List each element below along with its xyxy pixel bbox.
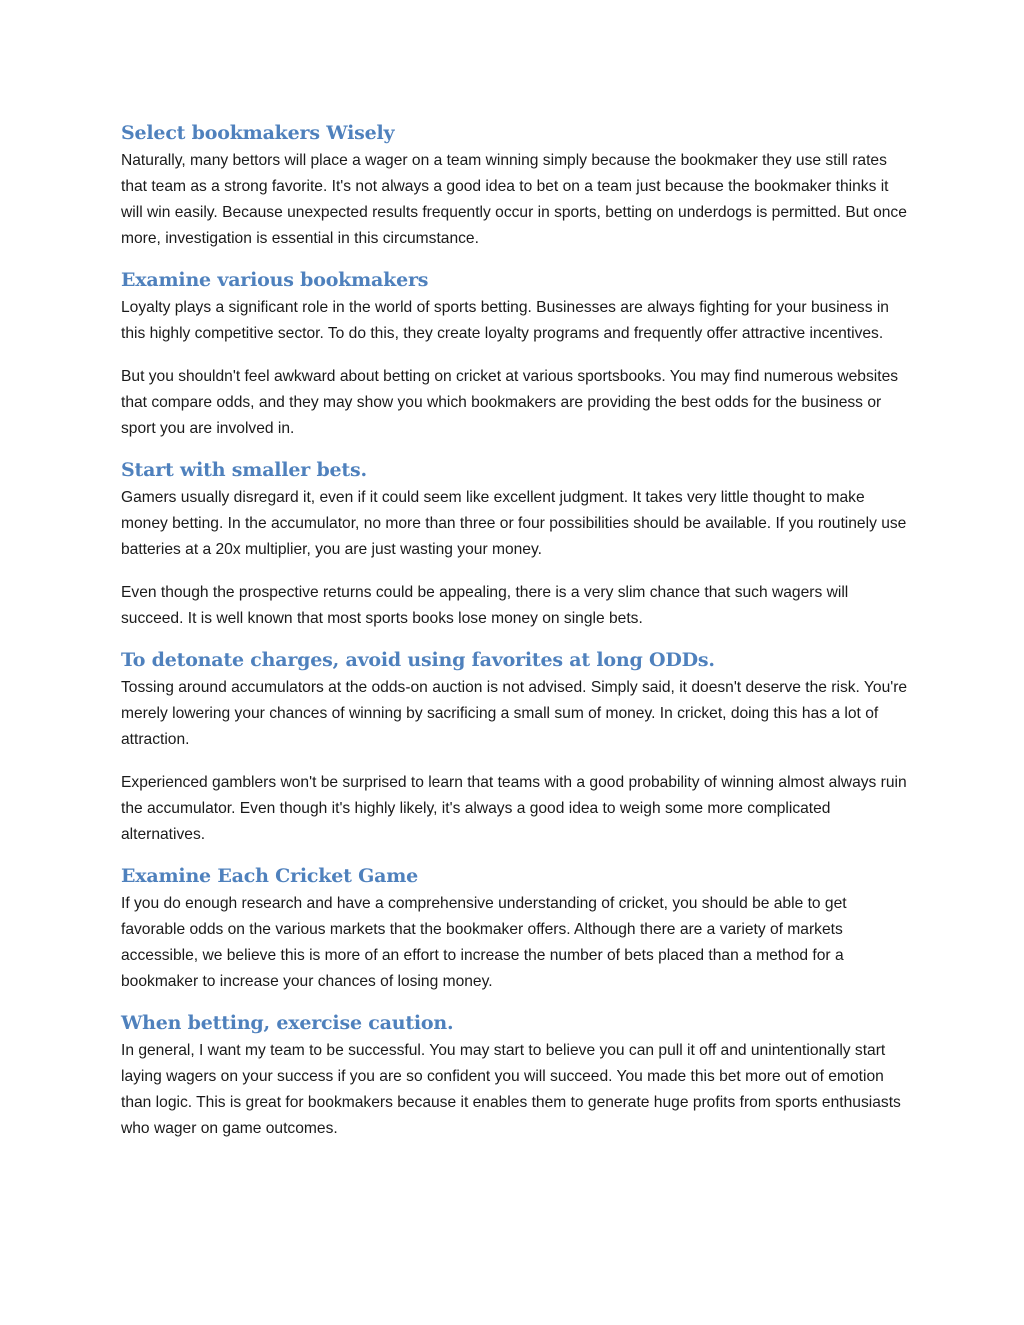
section-paragraph: If you do enough research and have a comprehensive understanding of cricket, you should be able to get favorable odds on the various markets that the bookmaker offers. Although there are a variety of markets accessible, we believe this is more of an effort to increase the number of bets placed than a method for a bookmaker to increase your chances of losing money. xyxy=(121,895,847,990)
section-smaller-bets xyxy=(121,455,911,632)
section-exercise-caution xyxy=(121,1008,911,1142)
section-paragraph: But you shouldn't feel awkward about betting on cricket at various sportsbooks. You may find numerous websites that compare odds, and they may show you which bookmakers are providing the best odds for the business or sport you are involved in. xyxy=(121,368,899,437)
section-paragraph: Tossing around accumulators at the odds-on auction is not advised. Simply said, it doesn't deserve the risk. You're merely lowering your chances of winning by sacrificing a small sum of money. In cricket, doing this has a lot of attraction. xyxy=(121,679,908,748)
section-heading: Examine Each Cricket Game xyxy=(121,865,419,887)
section-paragraph: In general, I want my team to be successful. You may start to believe you can pull it off and unintentionally start laying wagers on your success if you are so confident you will succeed. You made this bet more out of emotion than logic. This is great for bookmakers because it enables them to generate huge profits from sports enthusiasts who wager on game outcomes. xyxy=(121,1042,901,1137)
section-heading: Select bookmakers Wisely xyxy=(121,122,395,144)
document-page xyxy=(121,118,911,1142)
section-heading: Start with smaller bets. xyxy=(121,459,367,481)
section-heading: To detonate charges, avoid using favorites at long ODDs. xyxy=(121,649,715,671)
section-examine-bookmakers xyxy=(121,265,911,442)
section-paragraph: Gamers usually disregard it, even if it could seem like excellent judgment. It takes very little thought to make money betting. In the accumulator, no more than three or four possibilities should be available. If you routinely use batteries at a 20x multiplier, you are just wasting your money. xyxy=(121,489,907,558)
section-select-bookmakers xyxy=(121,118,911,252)
section-paragraph: Even though the prospective returns could be appealing, there is a very slim chance that such wagers will succeed. It is well known that most sports books lose money on single bets. xyxy=(121,584,849,627)
section-examine-cricket-game xyxy=(121,861,911,995)
section-paragraph: Experienced gamblers won't be surprised to learn that teams with a good probability of winning almost always ruin the accumulator. Even though it's highly likely, it's always a good idea to weigh some more complicated alternatives. xyxy=(121,774,907,843)
section-heading: When betting, exercise caution. xyxy=(121,1012,454,1034)
section-paragraph: Naturally, many bettors will place a wager on a team winning simply because the bookmaker they use still rates that team as a strong favorite. It's not always a good idea to bet on a team just because the bookmaker thinks it will win easily. Because unexpected results frequently occur in sports, betting on underdogs is permitted. But once more, investigation is essential in this circumstance. xyxy=(121,152,907,247)
section-heading: Examine various bookmakers xyxy=(121,269,429,291)
section-avoid-favorites xyxy=(121,645,911,848)
section-paragraph: Loyalty plays a significant role in the world of sports betting. Businesses are always fighting for your business in this highly competitive sector. To do this, they create loyalty programs and frequently offer attractive incentives. xyxy=(121,299,889,342)
